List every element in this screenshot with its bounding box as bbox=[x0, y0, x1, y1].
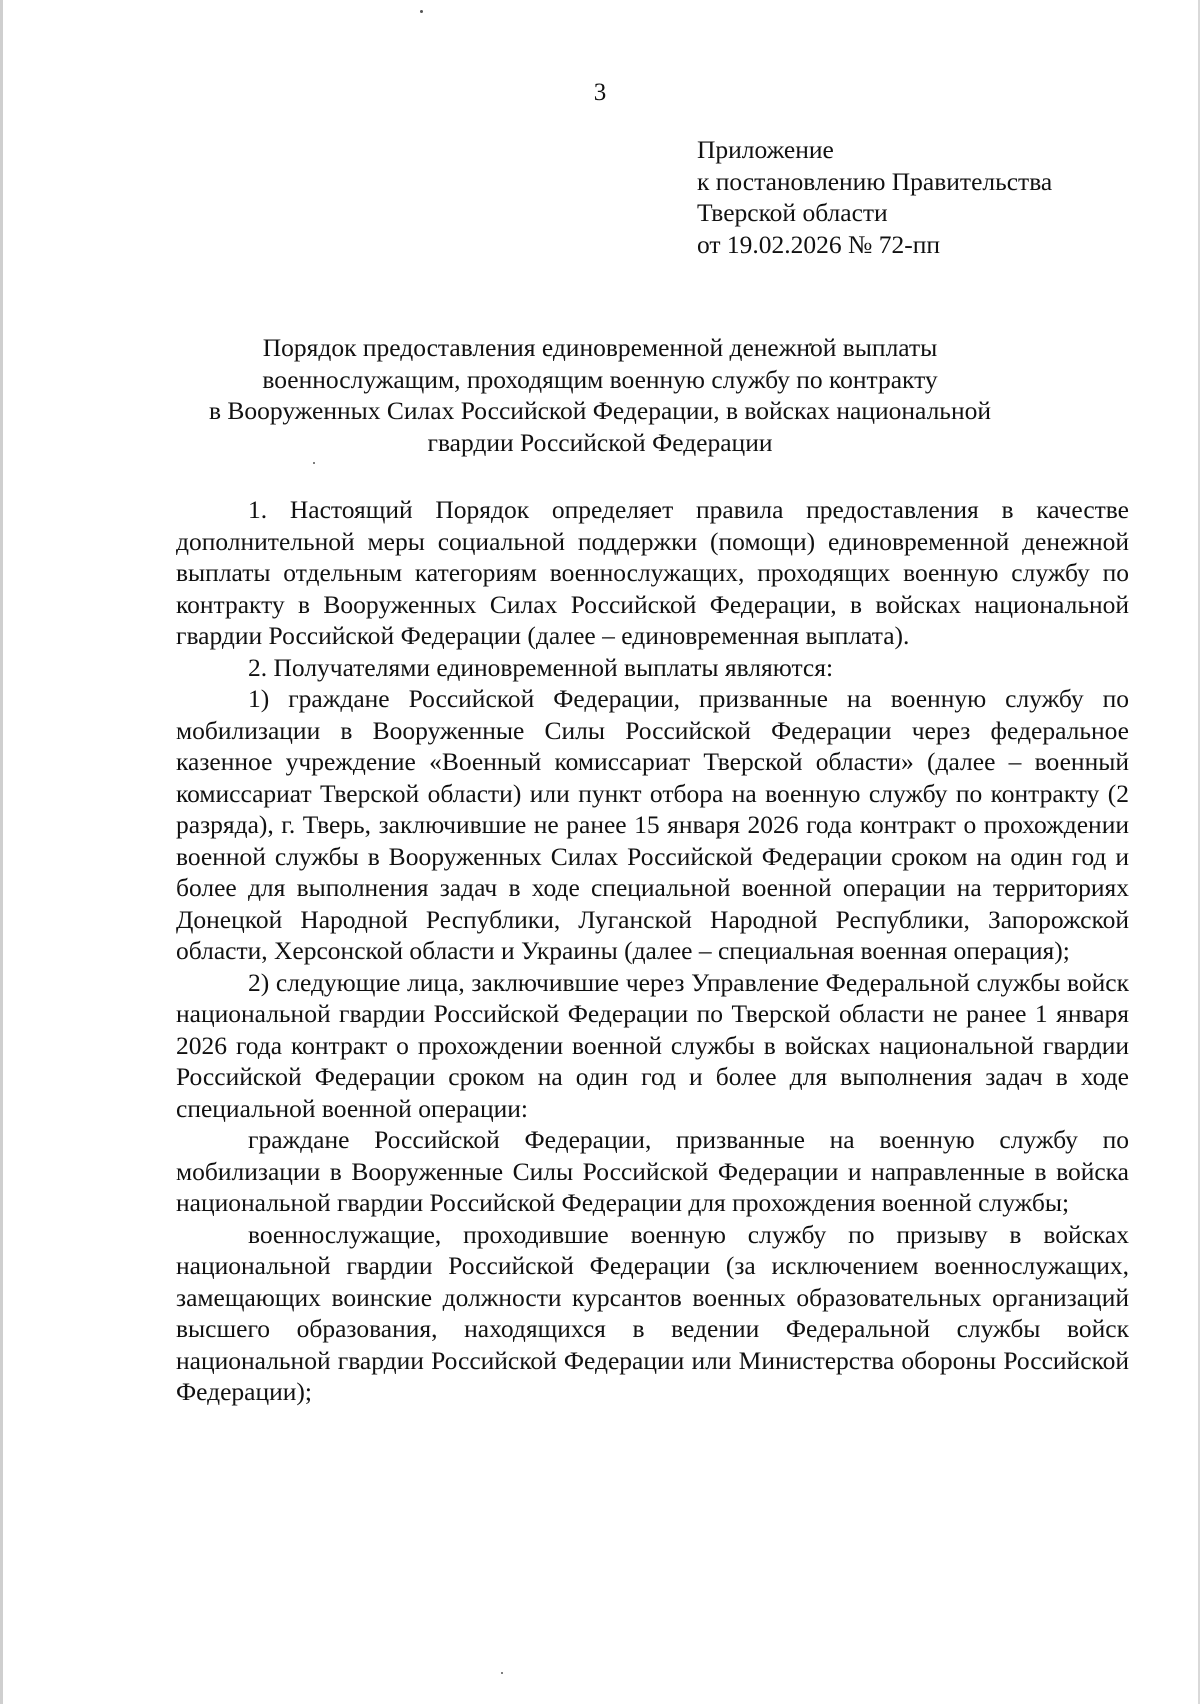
scan-speck bbox=[420, 10, 423, 13]
scan-edge-left bbox=[0, 0, 3, 1704]
title-line: военнослужащим, проходящим военную службу по контракту bbox=[262, 364, 938, 394]
paragraph-2-item-2-sub-2: военнослужащие, проходившие военную службу по призыву в войсках национальной гвардии Российской Федерации (за исключением военнослужащих, замещающих воинские должности курсантов военных образовательных организаций высшего образования, находящихся в ведении Федеральной службы войск национальной гвардии Российской Федерации или Министерства обороны Российской Федерации); bbox=[176, 1219, 1129, 1406]
scan-speck bbox=[501, 1672, 503, 1674]
document-title bbox=[150, 332, 1050, 458]
title-line: гвардии Российской Федерации bbox=[427, 427, 773, 457]
appendix-line: Тверской области bbox=[697, 198, 888, 227]
appendix-header bbox=[697, 134, 1052, 260]
title-line: в Вооруженных Силах Российской Федерации, в войсках национальной bbox=[209, 396, 991, 425]
paragraph-2: 2. Получателями единовременной выплаты являются: bbox=[248, 652, 834, 682]
title-line: Порядок предоставления единовременной денежной выплаты bbox=[262, 333, 938, 362]
paragraph-1: 1. Настоящий Порядок определяет правила предоставления в качестве дополнительной меры социальной поддержки (помощи) единовременной денежной выплаты отдельным категориям военнослужащих, проходящих военную службу по контракту в Вооруженных Силах Российской Федерации, в войсках национальной гвардии Российской Федерации (далее – единовременная выплата). bbox=[176, 495, 1129, 650]
paragraph-2-item-1: 1) граждане Российской Федерации, призванные на военную службу по мобилизации в Вооруженные Силы Российской Федерации через федеральное казенное учреждение «Военный комиссариат Тверской области» (далее – военный комиссариат Тверской области) или пункт отбора на военную службу по контракту (2 разряда), г. Тверь, заключившие не ранее 15 января 2026 года контракт о прохождении военной службы в Вооруженных Силах Российской Федерации сроком на один год и более для выполнения задач в ходе специальной военной операции на территориях Донецкой Народной Республики, Луганской Народной Республики, Запорожской области, Херсонской области и Украины (далее – специальная военная операция); bbox=[176, 684, 1129, 965]
paragraph-2-item-2: 2) следующие лица, заключившие через Управление Федеральной службы войск национальной гвардии Российской Федерации по Тверской области не ранее 1 января 2026 года контракт о прохождении военной службы в войсках национальной гвардии Российской Федерации сроком на один год и более для выполнения задач в ходе специальной военной операции: bbox=[176, 967, 1129, 1123]
page-number: 3 bbox=[593, 79, 607, 106]
document-body bbox=[176, 494, 1129, 1408]
scan-speck bbox=[313, 462, 315, 464]
appendix-line: к постановлению Правительства bbox=[697, 166, 1053, 196]
appendix-date-number: от 19.02.2026 № 72-пп bbox=[697, 229, 941, 259]
appendix-line: Приложение bbox=[697, 135, 834, 164]
paragraph-2-item-2-sub-1: граждане Российской Федерации, призванные на военную службу по мобилизации в Вооруженные Силы Российской Федерации и направленные в войска национальной гвардии Российской Федерации для прохождения военной службы; bbox=[176, 1125, 1129, 1217]
